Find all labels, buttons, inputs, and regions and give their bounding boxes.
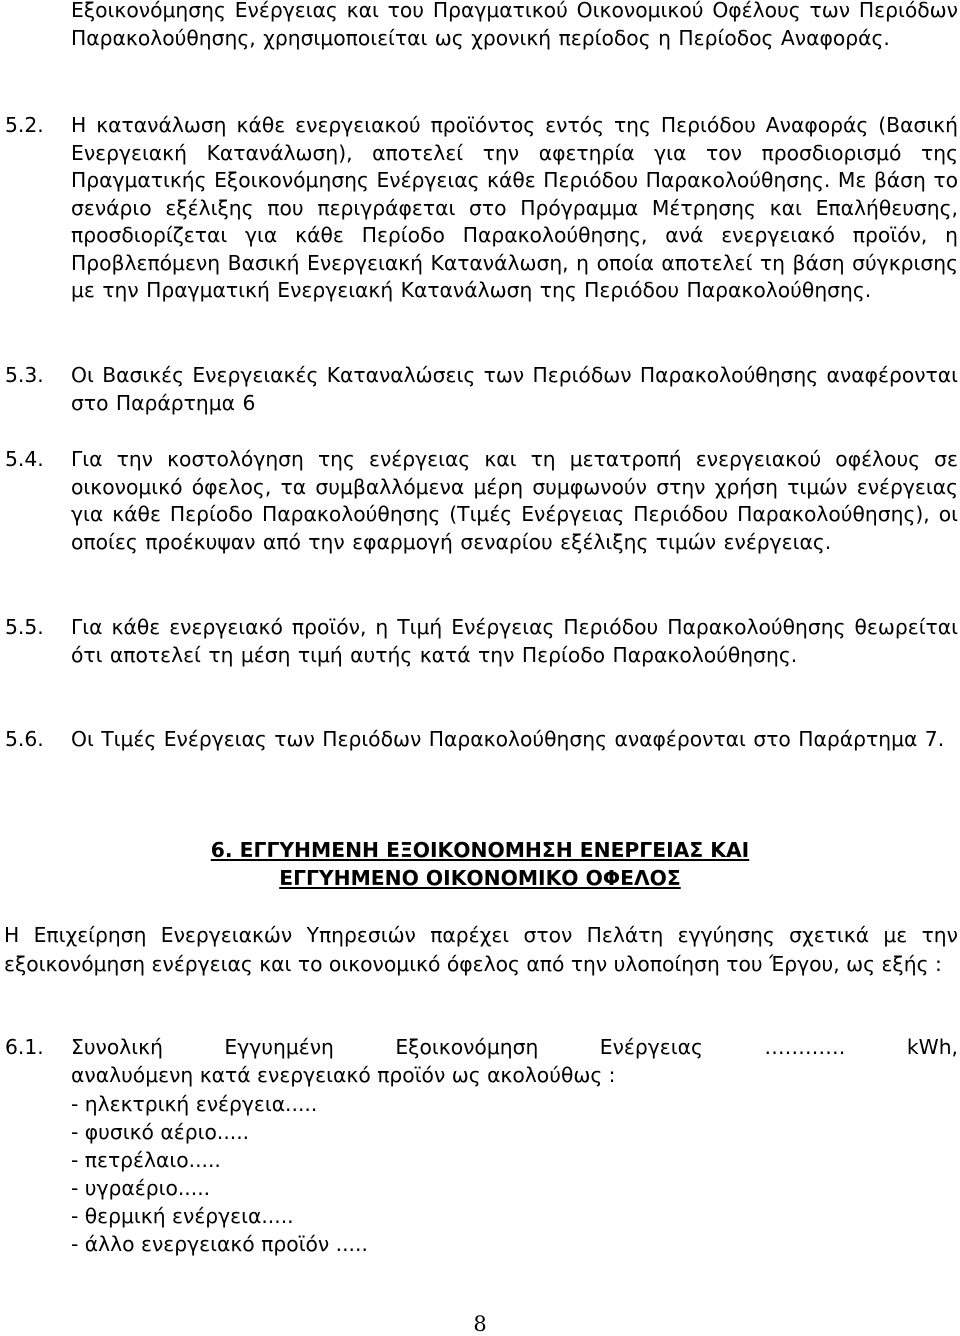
section-number: 5.2.: [5, 113, 44, 137]
energy-product-list: [71, 1090, 368, 1258]
section-number: 5.3.: [5, 363, 44, 387]
section-5-5: [5, 614, 958, 669]
section-text: Οι Τιμές Ενέργειας των Περιόδων Παρακολούθησης αναφέρονται στο Παράρτημα 7.: [71, 727, 945, 751]
list-item: - άλλο ενεργειακό προϊόν .....: [71, 1232, 368, 1256]
continuation-paragraph: Εξοικονόμησης Ενέργειας και του Πραγματικού Οικονομικού Οφέλους των Περιόδων Παρακολούθησης, χρησιμοποιείται ως χρονική περίοδος η Περίοδος Αναφοράς.: [71, 0, 958, 50]
heading-line-2: ΕΓΓΥΗΜΕΝΟ ΟΙΚΟΝΟΜΙΚΟ ΟΦΕΛΟΣ: [279, 865, 681, 890]
list-item: - πετρέλαιο.....: [71, 1148, 221, 1172]
blank-dots: …………: [764, 1035, 846, 1059]
heading-line-1: 6. ΕΓΓΥΗΜΕΝΗ ΕΞΟΙΚΟΝΟΜΗΣΗ ΕΝΕΡΓΕΙΑΣ ΚΑΙ: [210, 838, 750, 862]
section-5-2: [5, 112, 958, 305]
section-6-heading: [0, 837, 960, 892]
item-6-1-first-line: [71, 1034, 958, 1062]
item-6-1-second-line: αναλυόμενη κατά ενεργειακό προϊόν ως ακολούθως :: [71, 1062, 616, 1087]
item-word: Ενέργειας: [599, 1035, 703, 1059]
section-5-6: [5, 726, 958, 754]
section-text: Η κατανάλωση κάθε ενεργειακού προϊόντος εντός της Περιόδου Αναφοράς (Βασική Ενεργειακή Κατανάλωση), αποτελεί την αφετηρία για τον προσδιορισμό της Πραγματικής Εξοικονόμησης Ενέργειας κάθε Περιόδου Παρακολούθησης. Με βάση το σενάριο εξέλιξης που περιγράφεται στο Πρόγραμμα Μέτρησης και Επαλήθευσης, προσδιορίζεται για κάθε Περίοδο Παρακολούθησης, ανά ενεργειακό προϊόν, η Προβλεπόμενη Βασική Ενεργειακή Κατανάλωση, η οποία αποτελεί τη βάση σύγκρισης με την Πραγματική Ενεργειακή Κατανάλωση της Περιόδου Παρακολούθησης.: [71, 113, 958, 302]
item-number: 6.1.: [5, 1035, 44, 1059]
item-word: Εγγυημένη: [224, 1035, 334, 1059]
section-number: 5.6.: [5, 727, 44, 751]
section-5-4: [5, 446, 958, 556]
section-number: 5.5.: [5, 615, 44, 639]
list-item: - θερμική ενέργεια.....: [71, 1204, 294, 1228]
list-item: - ηλεκτρική ενέργεια.....: [71, 1092, 318, 1116]
item-6-1: [5, 1034, 958, 1089]
item-word: kWh,: [906, 1035, 958, 1059]
page-number: 8: [473, 1312, 487, 1336]
item-word: Εξοικονόμηση: [395, 1035, 539, 1059]
section-text: Για την κοστολόγηση της ενέργειας και τη μετατροπή ενεργειακού οφέλους σε οικονομικό όφελος, τα συμβαλλόμενα μέρη συμφωνούν στην χρήση τιμών ενέργειας για κάθε Περίοδο Παρακολούθησης (Τιμές Ενέργειας Περιόδου Παρακολούθησης), οι οποίες προέκυψαν από την εφαρμογή σεναρίου εξέλιξης τιμών ενέργειας.: [71, 447, 958, 554]
list-item: - υγραέριο.....: [71, 1176, 211, 1200]
item-word: Συνολική: [71, 1035, 163, 1059]
section-number: 5.4.: [5, 447, 44, 471]
section-5-3: [5, 362, 958, 417]
intro-paragraph: Η Επιχείρηση Ενεργειακών Υπηρεσιών παρέχει στον Πελάτη εγγύησης σχετικά με την εξοικονόμηση ενέργειας και το οικονομικό όφελος από την υλοποίηση του Έργου, ως εξής :: [4, 923, 958, 976]
section-text: Για κάθε ενεργειακό προϊόν, η Τιμή Ενέργειας Περιόδου Παρακολούθησης θεωρείται ότι αποτελεί τη μέση τιμή αυτής κατά την Περίοδο Παρακολούθησης.: [71, 615, 958, 667]
list-item: - φυσικό αέριο.....: [71, 1120, 250, 1144]
section-text: Οι Βασικές Ενεργειακές Καταναλώσεις των Περιόδων Παρακολούθησης αναφέρονται στο Παράρτημα 6: [71, 363, 958, 415]
